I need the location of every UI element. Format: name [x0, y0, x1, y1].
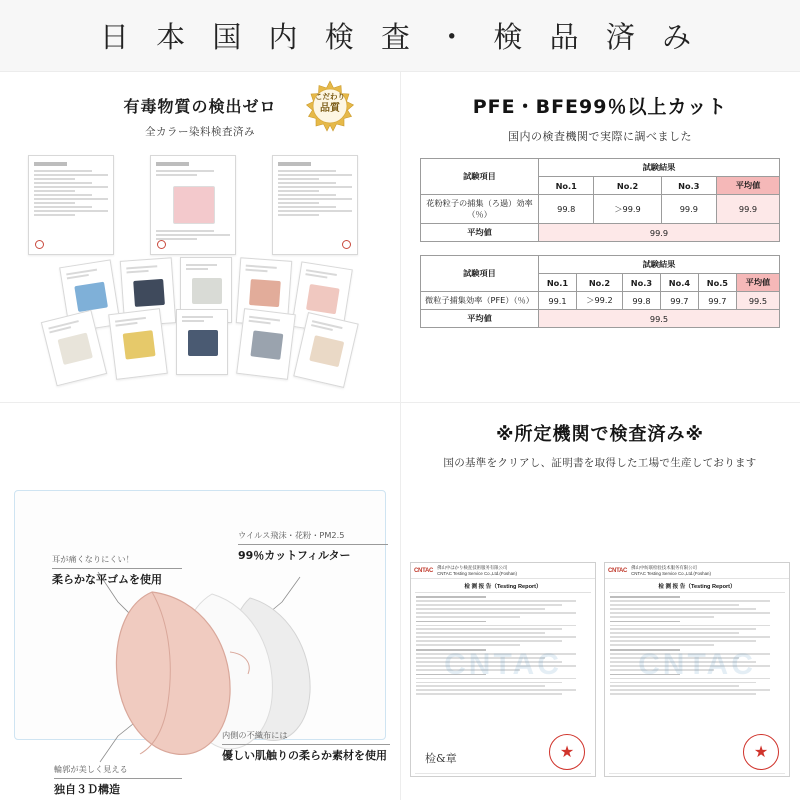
callout-rule	[222, 744, 390, 745]
callout-inner-fabric	[222, 730, 390, 763]
certificate-watermark: CNTAC	[444, 648, 562, 682]
th-no3: No.3	[622, 274, 660, 292]
td-value: 99.8	[539, 195, 594, 224]
certifications-heading	[400, 402, 800, 470]
color-swatch	[173, 186, 215, 224]
divider	[609, 592, 785, 593]
certificate-title: 检 测 报 告（Testing Report）	[658, 584, 736, 590]
quality-badge-line1: こだわり	[315, 92, 345, 101]
certificate-pair	[410, 562, 790, 777]
page-header	[0, 0, 800, 72]
callout-big: 柔らかな平ゴムを使用	[52, 573, 162, 586]
certificate-stamp-icon: ★	[549, 734, 585, 770]
panel-toxic-free	[0, 72, 400, 402]
td-average-label: 平均値	[421, 224, 539, 242]
td-average-value: 99.5	[539, 310, 780, 328]
color-swatch	[58, 332, 93, 364]
callout-big: 99％カットフィルター	[238, 549, 351, 562]
callout-big: 優しい肌触りの柔らか素材を使用	[222, 749, 387, 762]
callout-3d-structure	[54, 764, 182, 797]
quality-badge-text	[304, 92, 356, 116]
callout-small: ウイルス飛沫・花粉・PM2.5	[238, 530, 345, 540]
certificate-stamp-icon: ★	[743, 734, 779, 770]
report-document	[28, 155, 114, 255]
toxic-free-heading	[0, 72, 400, 139]
callout-rule	[238, 544, 388, 545]
color-swatch	[74, 282, 108, 312]
color-swatch	[250, 330, 283, 359]
report-seal-icon	[342, 240, 351, 249]
cntac-logo-icon: CNTAC	[414, 567, 434, 574]
color-swatch	[306, 284, 340, 314]
th-no5: No.5	[698, 274, 736, 292]
test-report-cluster	[0, 145, 400, 395]
certificate-watermark: CNTAC	[638, 648, 756, 682]
divider	[415, 592, 591, 593]
filtration-subtitle: 国内の検査機関で実際に調べました	[508, 130, 692, 143]
td-average: 99.9	[717, 195, 780, 224]
certificate-title: 检 测 报 告（Testing Report）	[464, 584, 542, 590]
bfe-results-table	[420, 158, 780, 242]
report-document	[272, 155, 358, 255]
certificate-footer-rule	[415, 773, 591, 774]
table-row	[421, 195, 780, 224]
callout-rule	[52, 568, 182, 569]
td-value: 99.7	[698, 292, 736, 310]
td-value: 99.8	[622, 292, 660, 310]
callout-small: 内側の不織布には	[222, 730, 288, 740]
certificate-header-bar	[605, 563, 789, 579]
table-row	[421, 292, 780, 310]
report-seal-icon	[157, 240, 166, 249]
color-swatch	[188, 330, 218, 356]
certificate-org-cn: 佛山中纺联检验技术服务有限公司	[631, 564, 697, 570]
panel-filtration-results	[400, 72, 800, 402]
report-document-small	[236, 308, 296, 380]
color-swatch	[249, 279, 281, 307]
td-value: ＞99.2	[576, 292, 622, 310]
certificate-document-left	[410, 562, 596, 777]
th-average: 平均値	[717, 177, 780, 195]
certificate-org-cn: 佛山中はかり検査技術服务有限公司	[437, 564, 508, 570]
report-document-small	[176, 309, 228, 375]
th-average: 平均値	[736, 274, 779, 292]
th-no3: No.3	[661, 177, 716, 195]
certifications-subtitle: 国の基準をクリアし、証明書を取得した工場で生産しております	[443, 457, 757, 469]
color-swatch	[192, 278, 222, 304]
callout-filter	[238, 530, 388, 563]
callout-rule	[54, 778, 182, 779]
toxic-free-title: 有毒物質の検出ゼロ	[123, 97, 277, 116]
td-item-name: 微粒子捕集効率（PFE）（％）	[421, 292, 539, 310]
pfe-results-table	[420, 255, 780, 328]
certificate-signature: 检&章	[425, 752, 457, 765]
table-header-row	[421, 159, 780, 177]
table-header-row	[421, 256, 780, 274]
quality-badge	[304, 80, 356, 132]
td-item-name: 花粉粒子の捕集（ろ過）効率（％）	[421, 195, 539, 224]
color-swatch	[133, 279, 165, 307]
th-test-result: 試験結果	[539, 159, 780, 177]
report-document-small	[108, 308, 168, 380]
filtration-title: PFE・BFE99％以上カット	[472, 96, 728, 118]
td-value: 99.9	[661, 195, 716, 224]
callout-small: 輪郭が美しく見える	[54, 764, 128, 774]
callout-soft-elastic	[52, 554, 182, 587]
certificate-document-right	[604, 562, 790, 777]
cntac-logo-icon: CNTAC	[608, 567, 628, 574]
th-test-item: 試験項目	[421, 159, 539, 195]
quality-badge-line2: 品質	[320, 103, 340, 115]
certificate-org-en: CNTAC Testing Service Co.,Ltd.(Foshan)	[631, 570, 711, 576]
certificate-header-bar	[411, 563, 595, 579]
td-value: ＞99.9	[594, 195, 661, 224]
panel-certifications	[400, 402, 800, 800]
th-test-item: 試験項目	[421, 256, 539, 292]
page-title: 日 本 国 内 検 査 ・ 検 品 済 み	[99, 20, 701, 54]
color-swatch	[309, 335, 344, 367]
th-no1: No.1	[539, 177, 594, 195]
table-footer-row	[421, 310, 780, 328]
toxic-free-subtitle: 全カラー染料検査済み	[145, 126, 255, 138]
report-seal-icon	[35, 240, 44, 249]
certifications-title: ※所定機関で検査済み※	[496, 424, 704, 445]
td-value: 99.7	[660, 292, 698, 310]
td-average: 99.5	[736, 292, 779, 310]
callout-small: 耳が痛くなりにくい！	[52, 554, 134, 564]
certificate-footer-rule	[609, 773, 785, 774]
th-no4: No.4	[660, 274, 698, 292]
panel-mask-features	[0, 402, 400, 800]
content-grid	[0, 72, 800, 800]
color-swatch	[123, 330, 156, 359]
th-no2: No.2	[576, 274, 622, 292]
report-document	[150, 155, 236, 255]
td-average-label: 平均値	[421, 310, 539, 328]
th-test-result: 試験結果	[539, 256, 780, 274]
filtration-heading	[400, 72, 800, 144]
td-value: 99.1	[539, 292, 577, 310]
td-average-value: 99.9	[539, 224, 780, 242]
callout-big: 独自３Ｄ構造	[54, 783, 120, 796]
table-spacer	[420, 242, 780, 255]
table-footer-row	[421, 224, 780, 242]
certificate-org-en: CNTAC Testing Service Co.,Ltd.(Foshan)	[437, 570, 517, 576]
th-no1: No.1	[539, 274, 577, 292]
results-tables	[420, 158, 780, 328]
th-no2: No.2	[594, 177, 661, 195]
